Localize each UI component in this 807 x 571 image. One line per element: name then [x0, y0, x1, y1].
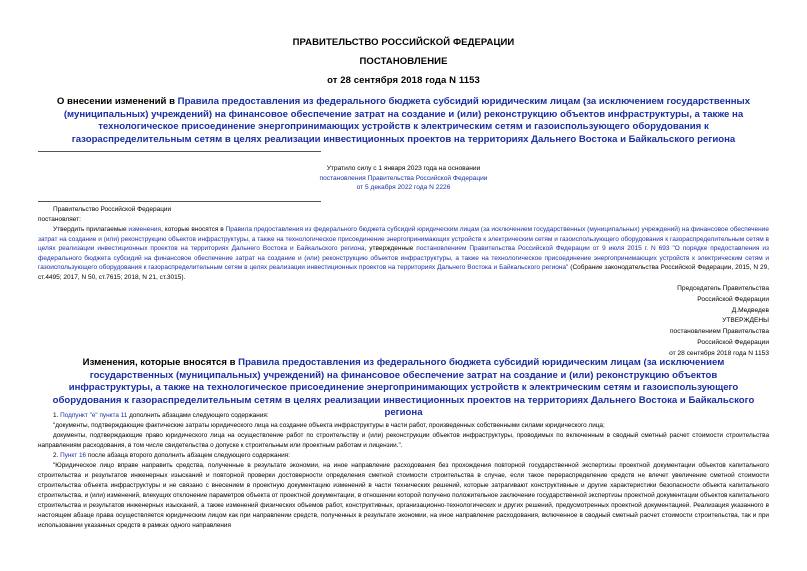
signature-line-1: Председатель Правительства [677, 285, 769, 292]
signature-line-3: Д.Медведев [731, 306, 769, 314]
decrees-line: постановляет: [38, 216, 81, 223]
lost-force-date-link[interactable]: от 5 декабря 2022 года N 2226 [356, 184, 451, 192]
change-2-quote: "Юридическое лицо вправе направить средства, полученные в результате экономии, на иное направление расходования без прохождения повторной государственной экспертизы проектной документации объектов капитального строительства и результатов инженерных изысканий и повторной проверки достоверности определения сметной стоимости строительства в случае, если такое перераспределение средств не влечет увеличение сметной стоимости строительства объекта инфраструктуры и не связано с внесением в проектную документацию изменений в части технических решений, которые затрагивают конструктивные и другие характеристики безопасности объекта капитального строительства, и (или) изменений, влекущих отклонение параметров объекта от проектной документации, в отношении которой получено положительное заключение государственной экспертизы проектной документации объектов капитального строительства и результатов инженерных изысканий, а также изменений физических объемов работ, конструктивных, организационно-технологических и других решений, предусмотренных проектной документацией. Реализация указанного в настоящем абзаце права осуществляется юридическим лицом как при направлении средств, полученных в результате экономии, на иное направление расходования, включенное в сводный сметный расчет стоимости строительства, так и при использовании указанных средств в рамках одного направления [38, 462, 769, 529]
title-rules-link[interactable]: Правила предоставления из федерального бюджета субсидий юридическим лицам (за исключением государственных (муниципальных) учреждений) на финансовое обеспечение затрат на создание и (или) реконструкцию объектов инфраструктуры, а также на технологическое присоединение энергопринимающих устройств к электрическим сетям и газоиспользующего оборудования к газораспределительным сетям в целях реализации инвестиционных проектов на территориях Дальнего Востока и Байкальского региона [63, 96, 751, 145]
subparagraph-e-link[interactable]: Подпункт "е" пункта 11 [60, 412, 128, 419]
changes-body [38, 411, 769, 531]
rules-link[interactable]: Правила предоставления из федерального бюджета субсидий юридическим лицам (за исключением государственных (муниципальных) учреждений) на финансовое обеспечение затрат на создание и (или) реконструкцию объектов инфраструктуры, а также на технологическое присоединение энергопринимающих устройств к электрическим сетям и газоиспользующего оборудования к газораспределительным сетям в целях реализации инвестиционных проектов на территориях Дальнего Востока и Байкальского региона [38, 226, 770, 253]
document-type-heading: ПОСТАНОВЛЕНИЕ [359, 56, 448, 67]
title-prefix: О внесении изменений в [56, 96, 178, 107]
lost-force-decree-link[interactable]: постановления Правительства Российской Федерации [319, 174, 488, 182]
paragraph-16-link[interactable]: Пункт 16 [60, 452, 87, 459]
approved-line-2: постановлением Правительства [669, 328, 769, 336]
change-1-quote-1: "документы, подтверждающие фактические затраты юридического лица на создание объекта инфраструктуры в части работ, произведенных собственными силами юридического лица; [53, 422, 605, 429]
document-date-number: от 28 сентября 2018 года N 1153 [327, 75, 480, 86]
approved-line-3: Российской Федерации [697, 338, 769, 346]
change-item-1 [38, 411, 769, 421]
change-2-number: 2. [53, 452, 61, 459]
approval-text-b: , которые вносятся в [161, 226, 226, 233]
approved-line-1: УТВЕРЖДЕНЫ [722, 317, 769, 325]
changes-title-prefix: Изменения, которые вносятся в [82, 357, 239, 368]
approval-text-d: (Собрание законодательства Российской Федерации, 2015, N 29, ст.4495; 2017, N 50, ст.7615; 2018, N 21, ст.3015). [38, 264, 769, 281]
change-2-text: после абзаца второго дополнить абзацем следующего содержания: [86, 452, 290, 459]
signature-block [540, 284, 769, 360]
decree-693-link[interactable]: постановлением Правительства Российской Федерации от 9 июля 2015 г. N 693 "О порядке предоставления из федерального бюджета субсидий на финансовое обеспечение затрат на создание и (или) реконструкцию объектов инфраструктуры, а также на технологическое присоединение энергопринимающих устройств к электрическим сетям и газоиспользующего оборудования к газораспределительным сетям в целях реализации инвестиционных проектов на территориях Дальнего Востока и Байкальского региона" [38, 245, 769, 272]
change-1-text: дополнить абзацами следующего содержания: [127, 412, 269, 419]
signature-line-2: Российской Федерации [697, 295, 769, 303]
approved-line-4: от 28 сентября 2018 года N 1153 [669, 349, 769, 357]
government-line: Правительство Российской Федерации [53, 206, 172, 213]
document-title [40, 96, 767, 146]
changes-title-rules-link[interactable]: Правила предоставления из федерального бюджета субсидий юридическим лицам (за исключением государственных (муниципальных) учреждений) на финансовое обеспечение затрат на создание и (или) реконструкцию объектов инфраструктуры, а также на технологическое присоединение энергопринимающих устройств к электрическим сетям и газоиспользующего оборудования к газораспределительным сетям в целях реализации инвестиционных проектов на территориях Дальнего Востока и Байкальского региона [52, 357, 755, 418]
second-divider [38, 201, 321, 202]
lost-force-note [240, 164, 567, 193]
change-item-2 [38, 451, 769, 461]
approval-text-c: , утвержденные [364, 245, 417, 253]
government-heading: ПРАВИТЕЛЬСТВО РОССИЙСКОЙ ФЕДЕРАЦИИ [292, 37, 515, 48]
approval-paragraph [38, 225, 769, 283]
changes-link[interactable]: изменения [128, 226, 162, 233]
approval-text-a: Утвердить прилагаемые [53, 226, 129, 233]
top-divider [38, 151, 321, 152]
change-1-quote-2: документы, подтверждающие право юридического лица на осуществление работ по строительству и (или) реконструкции объектов инфраструктуры, проводимых по включенным в сводный сметный расчет стоимости строительства направлениям расходования, в том числе свидетельства о допуске к строительным или проектным работам и лицензии.". [38, 432, 769, 449]
change-1-number: 1. [53, 412, 61, 419]
lost-force-line: Утратило силу с 1 января 2023 года на основании [326, 165, 481, 172]
